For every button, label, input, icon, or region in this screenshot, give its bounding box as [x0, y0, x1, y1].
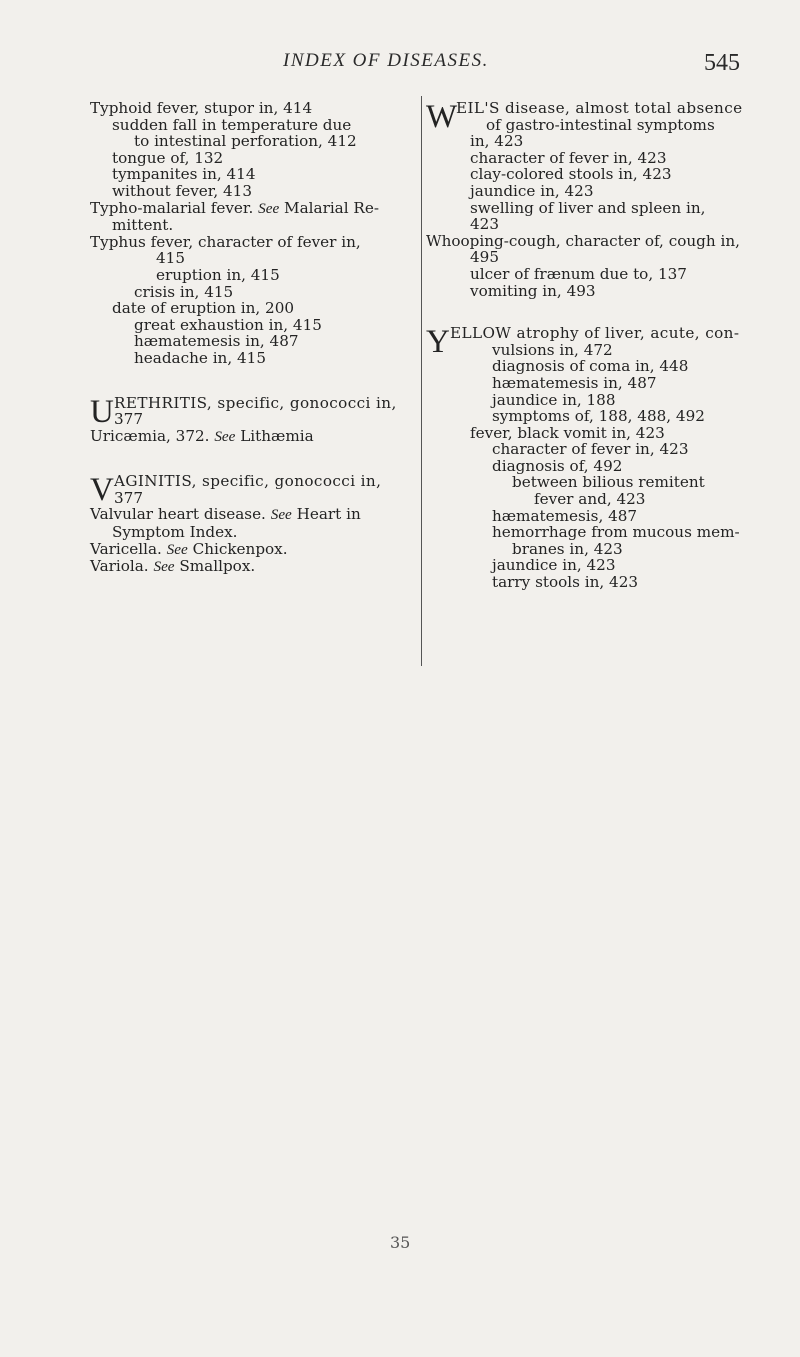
entry-varicella — [90, 541, 408, 559]
entry-vaginitis — [90, 472, 408, 509]
entry-typhoid — [90, 100, 408, 200]
index-line: of gastro-intestinal symptoms — [486, 115, 715, 134]
entry-text: Heart in — [296, 505, 361, 524]
index-line: clay-colored stools in, 423 — [470, 165, 672, 184]
see-reference: See — [258, 199, 280, 217]
index-line: to intestinal perforation, 412 — [134, 132, 357, 151]
index-line: 423 — [470, 215, 499, 234]
entry-text: Malarial Re- — [284, 198, 379, 217]
index-line: tympanites in, 414 — [112, 165, 256, 184]
entry-text: Chickenpox. — [192, 539, 288, 558]
entry-yellow-atrophy — [426, 324, 740, 361]
index-line: 377 — [114, 410, 143, 429]
entry-whooping-cough — [426, 231, 740, 300]
index-column-right — [421, 96, 743, 666]
index-line: swelling of liver and spleen in, — [470, 198, 706, 217]
entry-text: Uricæmia, 372. — [90, 426, 210, 445]
index-line: sudden fall in temperature due — [112, 115, 352, 134]
index-line: Symptom Index. — [112, 523, 238, 542]
section-gap — [426, 299, 726, 325]
index-line: 495 — [470, 248, 499, 267]
index-line — [90, 200, 408, 218]
index-line: jaundice in, 423 — [492, 556, 616, 575]
index-line: character of fever in, 423 — [492, 440, 689, 459]
running-title: INDEX OF DISEASES. — [283, 50, 489, 71]
index-line: vulsions in, 472 — [492, 340, 613, 359]
entry-typhus — [90, 234, 408, 367]
index-line: diagnosis of, 492 — [492, 456, 623, 475]
index-line: RETHRITIS, specific, gonococci in, — [114, 393, 397, 412]
index-line: EIL'S disease, almost total absence — [456, 99, 743, 117]
index-line: date of eruption in, 200 — [112, 299, 295, 318]
index-line: ELLOW atrophy of liver, acute, con- — [450, 324, 740, 343]
index-line: 415 — [156, 249, 185, 268]
index-line — [90, 506, 408, 524]
section-gap — [90, 445, 408, 473]
index-line: tarry stools in, 423 — [492, 573, 639, 592]
entry-text: Variola. — [90, 557, 149, 576]
index-line: headache in, 415 — [134, 348, 266, 367]
drop-cap: V — [90, 472, 114, 509]
index-line: hemorrhage from mucous mem- — [492, 523, 740, 542]
see-reference: See — [153, 558, 175, 576]
index-line: tongue of, 132 — [112, 148, 224, 167]
entry-text: Valvular heart disease. — [90, 505, 266, 524]
index-line: jaundice in, 188 — [492, 390, 616, 409]
index-line: crisis in, 415 — [134, 282, 234, 301]
entry-text: Typho-malarial fever. — [90, 198, 254, 217]
page-number: 545 — [704, 50, 740, 76]
index-line: hæmatemesis, 487 — [492, 506, 638, 525]
index-line: AGINITIS, specific, gonococci in, — [114, 472, 382, 491]
entry-urethritis — [90, 395, 408, 428]
see-reference: See — [214, 427, 236, 445]
drop-cap: Y — [426, 324, 450, 361]
entry-variola — [90, 558, 408, 576]
entry-uricaemia — [90, 428, 408, 446]
index-line: ulcer of frænum due to, 137 — [470, 264, 687, 283]
entry-valvular — [90, 506, 408, 540]
see-reference: See — [270, 506, 292, 524]
index-line: mittent. — [112, 216, 174, 235]
index-line: eruption in, 415 — [156, 265, 280, 284]
index-line: 377 — [114, 488, 143, 507]
index-line: great exhaustion in, 415 — [134, 315, 322, 334]
index-line: without fever, 413 — [112, 181, 253, 200]
entry-typho-malarial — [90, 200, 408, 234]
index-line: in, 423 — [470, 132, 524, 151]
entry-text: Smallpox. — [179, 557, 256, 576]
entry-text: Varicella. — [90, 539, 162, 558]
index-line: branes in, 423 — [512, 539, 623, 558]
index-line: symptoms of, 188, 488, 492 — [492, 407, 705, 426]
index-line: hæmatemesis in, 487 — [492, 373, 657, 392]
section-gap — [90, 367, 408, 395]
see-reference: See — [166, 540, 188, 558]
index-line: vomiting in, 493 — [470, 281, 596, 300]
index-line: Typhus fever, character of fever in, — [90, 232, 361, 251]
signature-mark: 35 — [390, 1233, 411, 1252]
index-column-left — [90, 100, 408, 576]
index-line: Whooping-cough, character of, cough in, — [426, 231, 740, 250]
running-head — [0, 50, 800, 80]
drop-cap: W — [426, 99, 458, 135]
index-line: between bilious remitent — [512, 473, 705, 492]
index-line: Typhoid fever, stupor in, 414 — [90, 99, 313, 117]
drop-cap: U — [90, 393, 114, 430]
index-line: fever and, 423 — [534, 490, 646, 509]
entry-text: Lithæmia — [240, 426, 314, 445]
index-line: diagnosis of coma in, 448 — [492, 357, 689, 376]
index-line: jaundice in, 423 — [470, 181, 594, 200]
index-line: fever, black vomit in, 423 — [470, 423, 665, 442]
entry-weils-disease — [426, 99, 743, 135]
index-line: character of fever in, 423 — [470, 148, 667, 167]
index-line: hæmatemesis in, 487 — [134, 332, 299, 351]
